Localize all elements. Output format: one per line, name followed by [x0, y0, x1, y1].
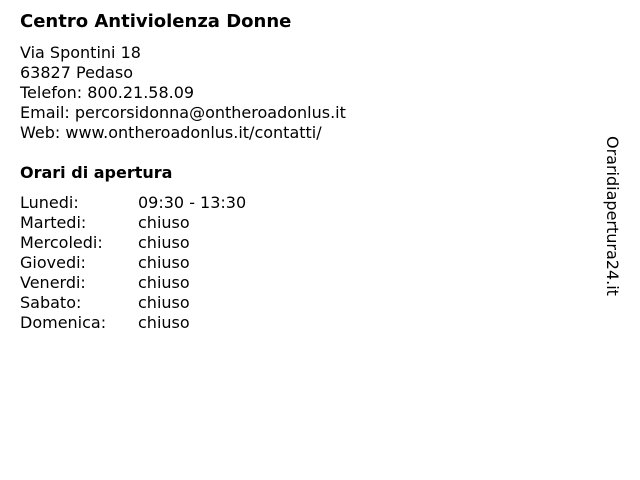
opening-hours-title: Orari di apertura	[20, 163, 173, 182]
hours-time: chiuso	[138, 213, 190, 232]
phone-line: Telefon: 800.21.58.09	[20, 83, 195, 102]
hours-day: Sabato:	[20, 293, 82, 312]
opening-hours-table	[20, 193, 580, 333]
hours-time: chiuso	[138, 253, 190, 272]
hours-row-tuesday	[20, 213, 580, 233]
business-title: Centro Antiviolenza Donne	[20, 11, 292, 32]
hours-day: Venerdi:	[20, 273, 86, 292]
hours-day: Lunedi:	[20, 193, 79, 212]
hours-time: 09:30 - 13:30	[138, 193, 247, 212]
address-block	[20, 43, 580, 143]
hours-row-friday	[20, 273, 580, 293]
business-card	[20, 10, 580, 333]
hours-time: chiuso	[138, 313, 190, 332]
email-line: Email: percorsidonna@ontheroadonlus.it	[20, 103, 346, 122]
hours-time: chiuso	[138, 273, 190, 292]
hours-row-saturday	[20, 293, 580, 313]
hours-day: Domenica:	[20, 313, 107, 332]
hours-day: Mercoledi:	[20, 233, 103, 252]
hours-time: chiuso	[138, 233, 190, 252]
city-line: 63827 Pedaso	[20, 63, 133, 82]
hours-row-wednesday	[20, 233, 580, 253]
hours-row-monday	[20, 193, 580, 213]
hours-day: Martedi:	[20, 213, 87, 232]
hours-time: chiuso	[138, 293, 190, 312]
street-address: Via Spontini 18	[20, 43, 141, 62]
hours-row-thursday	[20, 253, 580, 273]
web-line: Web: www.ontheroadonlus.it/contatti/	[20, 123, 322, 142]
hours-row-sunday	[20, 313, 580, 333]
hours-day: Giovedi:	[20, 253, 86, 272]
site-watermark: Oraridiapertura24.it	[603, 136, 622, 296]
